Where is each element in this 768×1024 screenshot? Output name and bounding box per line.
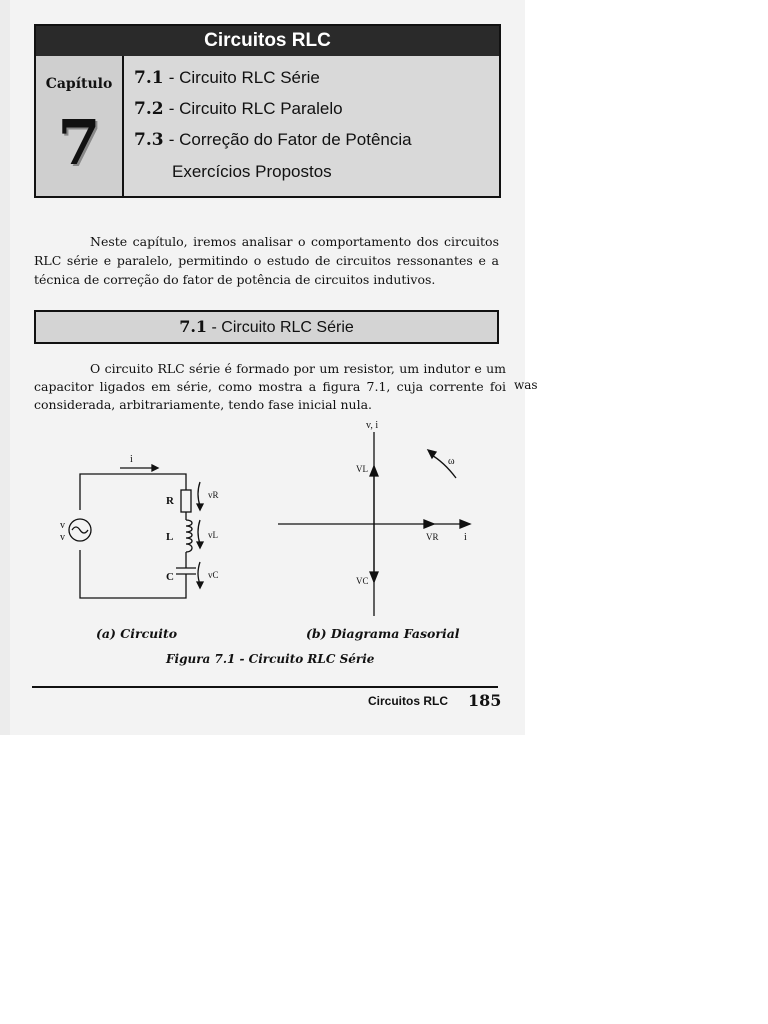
toc-item-label: - Circuito RLC Série <box>168 68 320 87</box>
section-number: 7.1 <box>179 317 208 336</box>
resistor-label: R <box>166 495 174 507</box>
circuit-diagram <box>69 465 203 598</box>
page-edge <box>0 0 10 735</box>
figure-rlc <box>34 412 504 672</box>
vl-label: vL <box>208 530 218 540</box>
toc-item-label: - Correção do Fator de Potência <box>168 130 412 149</box>
footer-rule <box>32 686 498 688</box>
section-heading <box>34 310 499 344</box>
source-voltage-label: v <box>60 520 65 531</box>
vc-label: vC <box>208 570 219 580</box>
margin-note: was <box>514 378 538 392</box>
section-label: - Circuito RLC Série <box>211 319 354 336</box>
phasor-vl-label: VL <box>356 464 368 474</box>
toc-item-number: 7.2 <box>134 99 164 119</box>
inductor-label: L <box>166 531 174 543</box>
toc-item-number: 7.3 <box>134 130 164 150</box>
page-number: 185 <box>468 691 502 710</box>
toc-item-label: Exercícios Propostos <box>172 162 332 181</box>
chapter-number: 7 <box>57 106 101 179</box>
toc-item <box>134 99 343 119</box>
figure-drawing <box>34 412 504 642</box>
chapter-header <box>34 24 501 198</box>
toc-item-number: 7.1 <box>134 68 164 88</box>
vr-label: vR <box>208 490 219 500</box>
toc-item-exercises <box>172 162 332 182</box>
toc-item <box>134 68 320 88</box>
toc-item-label: - Circuito RLC Paralelo <box>168 99 343 118</box>
inductor-symbol <box>186 520 192 552</box>
caption-phasor: (b) Diagrama Fasorial <box>306 626 460 641</box>
phasor-axis-label: v, i <box>366 420 379 431</box>
chapter-label: Capítulo <box>45 76 113 92</box>
phasor-vr-label: VR <box>426 532 439 542</box>
current-label: i <box>130 454 133 465</box>
omega-label: ω <box>448 456 455 467</box>
intro-paragraph: Neste capítulo, iremos analisar o comportamento dos circuitos RLC série e paralelo, permitindo o estudo de circuitos ressonantes e a técnica de correção do fator de potência de circuitos indutivos. <box>34 234 499 287</box>
figure-caption: Figura 7.1 - Circuito RLC Série <box>166 652 375 666</box>
resistor-symbol <box>181 490 191 512</box>
caption-circuit: (a) Circuito <box>96 626 178 641</box>
capacitor-label: C <box>166 571 174 583</box>
phasor-vc-label: VC <box>356 576 369 586</box>
toc-item <box>134 130 412 150</box>
phasor-i-label: i <box>464 532 467 543</box>
footer-title: Circuitos RLC <box>368 694 449 708</box>
source-voltage-label: v <box>60 532 65 543</box>
phasor-diagram <box>278 432 470 616</box>
chapter-title: Circuitos RLC <box>36 26 499 56</box>
chapter-column <box>36 56 124 196</box>
body-paragraph: O circuito RLC série é formado por um resistor, um indutor e um capacitor ligados em série, como mostra a figura 7.1, cuja corrente foi considerada, arbitrariamente, tendo fase inicial nula. <box>34 361 506 412</box>
